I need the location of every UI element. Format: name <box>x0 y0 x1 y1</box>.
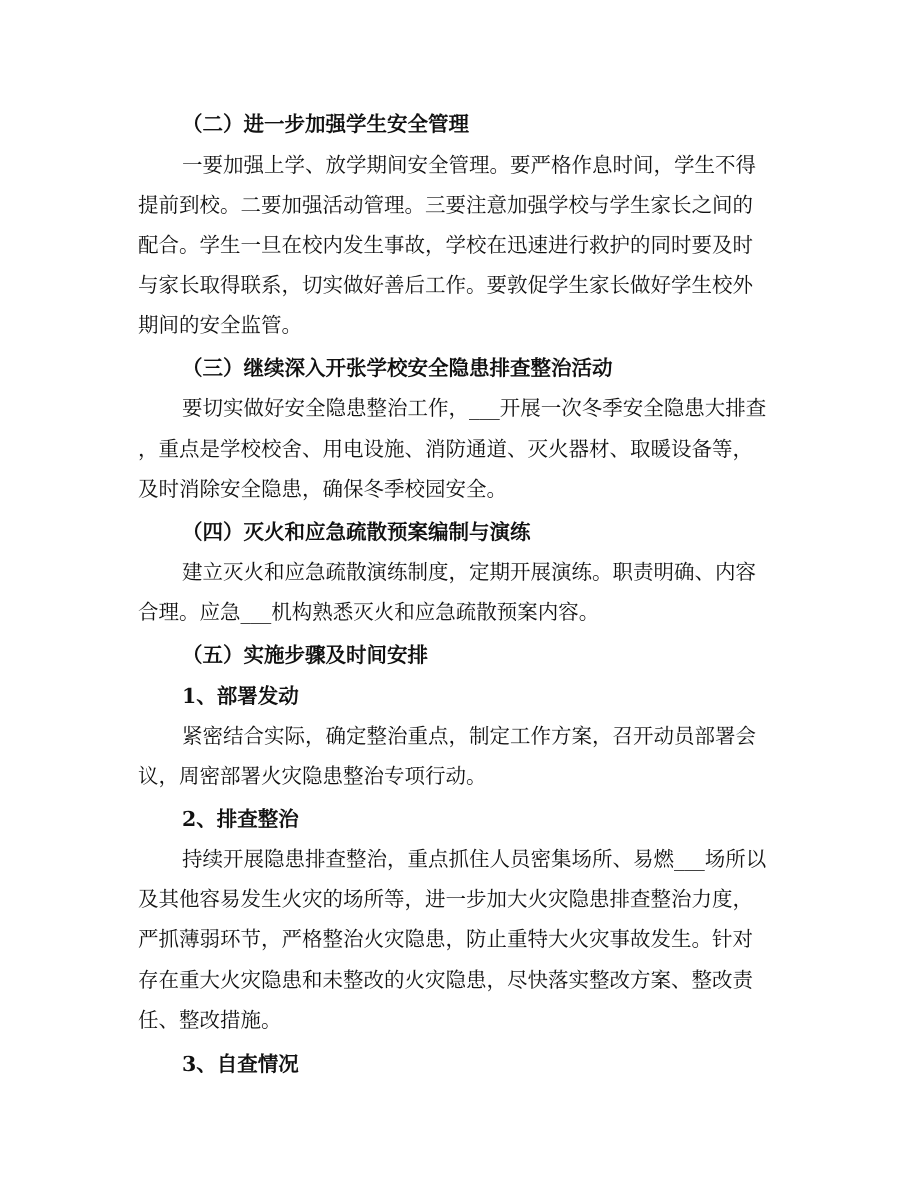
step2-heading: 2、排查整治 <box>182 807 299 831</box>
section3-line-1: 要切实做好安全隐患整治工作，___开展一次冬季安全隐患大排查 <box>182 396 767 420</box>
step1-line-2: 议，周密部署火灾隐患整治专项行动。 <box>138 764 487 788</box>
step1-line-1: 紧密结合实际，确定整治重点，制定工作方案，召开动员部署会 <box>182 724 756 748</box>
section2-line-3: 配合。学生一旦在校内发生事故，学校在迅速进行救护的同时要及时 <box>138 233 753 257</box>
section2-heading: （二）进一步加强学生安全管理 <box>182 112 469 136</box>
step2-line-4: 存在重大火灾隐患和未整改的火灾隐患，尽快落实整改方案、整改责 <box>138 968 753 992</box>
section4-line-2: 合理。应急___机构熟悉灭火和应急疏散预案内容。 <box>138 600 600 624</box>
section3-line-2: ，重点是学校校舍、用电设施、消防通道、灭火器材、取暖设备等， <box>138 437 753 461</box>
section5-heading: （五）实施步骤及时间安排 <box>182 643 428 667</box>
section2-line-5: 期间的安全监管。 <box>138 313 302 337</box>
step2-line-3: 严抓薄弱环节，严格整治火灾隐患，防止重特大火灾事故发生。针对 <box>138 927 753 951</box>
step1-heading: 1、部署发动 <box>182 684 299 708</box>
section2-line-1: 一要加强上学、放学期间安全管理。要严格作息时间，学生不得 <box>182 153 756 177</box>
step2-line-5: 任、整改措施。 <box>138 1008 282 1032</box>
section2-line-2: 提前到校。二要加强活动管理。三要注意加强学校与学生家长之间的 <box>138 193 753 217</box>
step2-line-1: 持续开展隐患排查整治，重点抓住人员密集场所、易燃___场所以 <box>182 847 767 871</box>
section4-line-1: 建立灭火和应急疏散演练制度，定期开展演练。职责明确、内容 <box>182 560 756 584</box>
section2-line-4: 与家长取得联系，切实做好善后工作。要敦促学生家长做好学生校外 <box>138 273 753 297</box>
step3-heading: 3、自查情况 <box>182 1052 299 1076</box>
section3-heading: （三）继续深入开张学校安全隐患排查整治活动 <box>182 356 613 380</box>
section4-heading: （四）灭火和应急疏散预案编制与演练 <box>182 520 531 544</box>
section3-line-3: 及时消除安全隐患，确保冬季校园安全。 <box>138 477 507 501</box>
step2-line-2: 及其他容易发生火灾的场所等，进一步加大火灾隐患排查整治力度， <box>138 887 753 911</box>
